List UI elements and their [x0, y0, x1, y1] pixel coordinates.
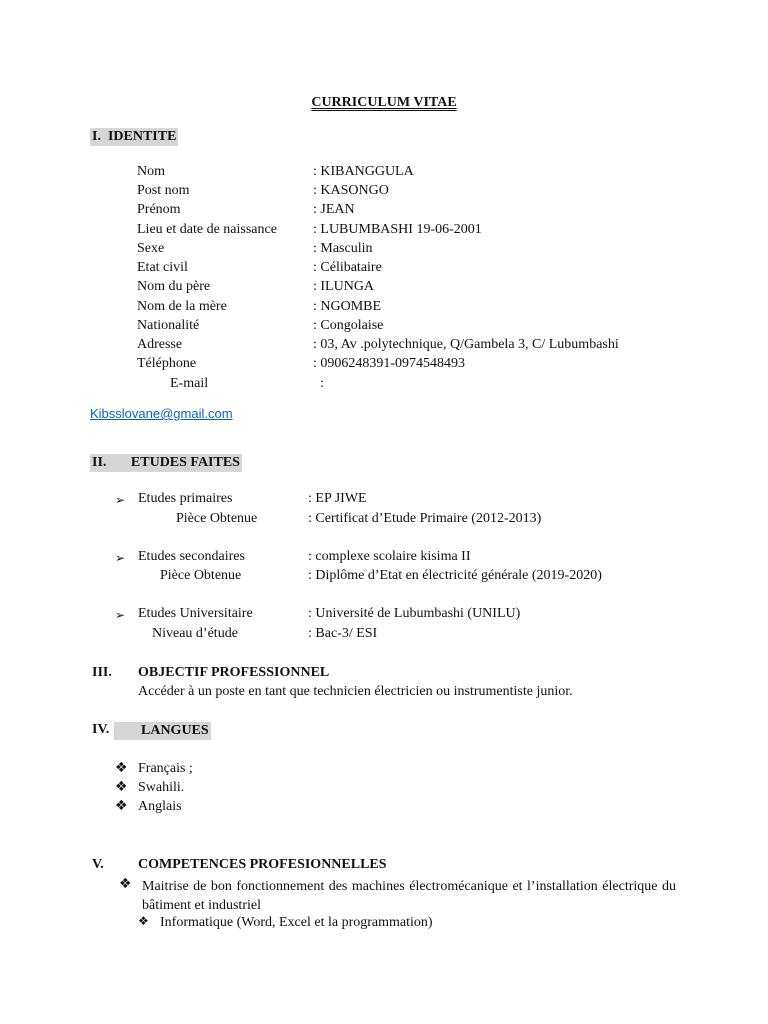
language-item: Français ;	[138, 761, 193, 776]
identity-label-prenom: Prénom	[137, 202, 181, 217]
study-label-secondary: Etudes secondaires	[138, 549, 245, 564]
identity-value-etat-civil: : Célibataire	[313, 260, 382, 275]
identity-value-mere: : NGOMBE	[313, 299, 382, 314]
section-studies-heading	[90, 454, 242, 472]
study-value-university: : Université de Lubumbashi (UNILU)	[308, 606, 521, 621]
email-link[interactable]: Kibsslovane@gmail.com	[90, 406, 233, 421]
arrow-bullet-icon: ➢	[115, 551, 126, 565]
section-title: ETUDES FAITES	[130, 455, 240, 470]
identity-value-email: :	[320, 376, 324, 391]
identity-label-pere: Nom du père	[137, 279, 211, 294]
identity-label-sexe: Sexe	[137, 241, 165, 256]
study-sub-value-primary: : Certificat d’Etude Primaire (2012-2013)	[308, 511, 542, 526]
section-skills-number: V.	[92, 857, 104, 872]
arrow-bullet-icon: ➢	[115, 493, 126, 507]
identity-label-telephone: Téléphone	[137, 356, 197, 371]
section-identity-heading	[90, 128, 178, 146]
identity-label-mere: Nom de la mère	[137, 299, 227, 314]
identity-label-etat-civil: Etat civil	[137, 260, 188, 275]
study-label-primary: Etudes primaires	[138, 491, 233, 506]
section-languages-number: IV.	[92, 722, 110, 737]
language-item: Anglais	[138, 799, 182, 814]
identity-label-email: E-mail	[170, 376, 209, 391]
diamond-bullet-icon: ❖	[119, 876, 132, 892]
study-sub-label-primary: Pièce Obtenue	[176, 511, 258, 526]
study-value-primary: : EP JIWE	[308, 491, 367, 506]
study-sub-value-secondary: : Diplôme d’Etat en électricité générale (2019-2020)	[308, 568, 602, 583]
section-skills-heading: COMPETENCES PROFESIONNELLES	[138, 857, 387, 872]
identity-label-adresse: Adresse	[137, 337, 183, 352]
study-sub-label-secondary: Pièce Obtenue	[160, 568, 242, 583]
diamond-bullet-icon: ❖	[138, 914, 149, 928]
identity-value-telephone: : 0906248391-0974548493	[313, 356, 466, 371]
language-item: Swahili.	[138, 780, 185, 795]
section-languages-heading: LANGUES	[114, 722, 211, 740]
identity-value-nom: : KIBANGGULA	[313, 164, 414, 179]
diamond-bullet-icon: ❖	[115, 798, 128, 814]
identity-label-nom: Nom	[137, 164, 165, 179]
identity-value-pere: : ILUNGA	[313, 279, 375, 294]
section-title: IDENTITE	[107, 129, 177, 144]
identity-label-nationalite: Nationalité	[137, 318, 200, 333]
arrow-bullet-icon: ➢	[115, 608, 126, 622]
diamond-bullet-icon: ❖	[115, 779, 128, 795]
diamond-bullet-icon: ❖	[115, 760, 128, 776]
identity-value-post-nom: : KASONGO	[313, 183, 389, 198]
identity-label-post-nom: Post nom	[137, 183, 190, 198]
section-objective-heading: OBJECTIF PROFESSIONNEL	[138, 665, 330, 680]
document-title: CURRICULUM VITAE	[311, 95, 457, 110]
identity-label-birth: Lieu et date de naissance	[137, 222, 277, 237]
skill-item: Maitrise de bon fonctionnement des machines électromécanique et l’installation électrique du bâtiment et industriel	[142, 879, 676, 913]
identity-value-prenom: : JEAN	[313, 202, 355, 217]
section-number: I.	[92, 129, 101, 144]
study-value-secondary: : complexe scolaire kisima II	[308, 549, 471, 564]
study-sub-label-university: Niveau d’étude	[152, 626, 238, 641]
identity-value-sexe: : Masculin	[313, 241, 373, 256]
objective-text: Accéder à un poste en tant que technicien électricien ou instrumentiste junior.	[138, 684, 573, 699]
identity-value-adresse: : 03, Av .polytechnique, Q/Gambela 3, C/ Lubumbashi	[313, 337, 619, 352]
identity-value-nationalite: : Congolaise	[313, 318, 384, 333]
identity-value-birth: : LUBUMBASHI 19-06-2001	[313, 222, 482, 237]
skill-item: Informatique (Word, Excel et la programmation)	[160, 915, 433, 930]
section-number: II.	[92, 455, 107, 470]
study-label-university: Etudes Universitaire	[138, 606, 253, 621]
study-sub-value-university: : Bac-3/ ESI	[308, 626, 378, 641]
section-objective-number: III.	[92, 665, 112, 680]
